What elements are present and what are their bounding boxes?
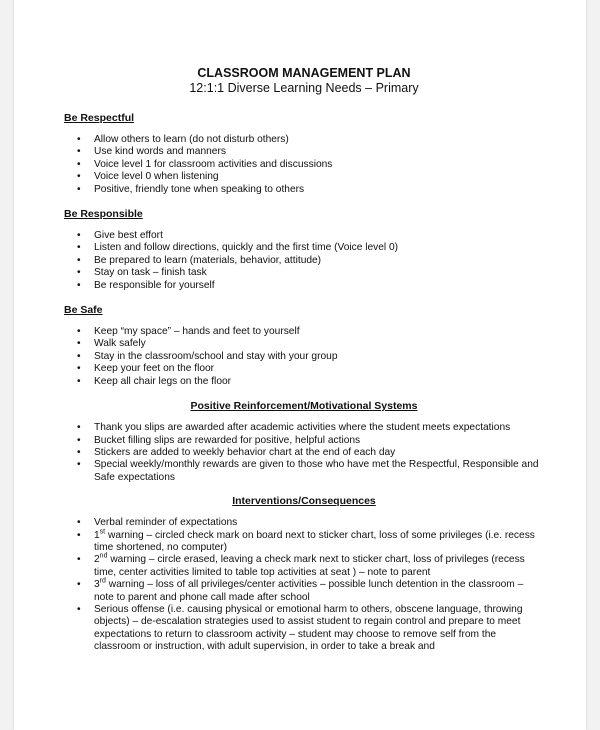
list-item: • Stay on task – finish task [77, 267, 207, 279]
section-heading-be-respectful: Be Respectful [64, 112, 135, 124]
bullet-icon: • [77, 267, 81, 279]
list-positive-reinforcement [64, 422, 544, 484]
bullet-icon: • [77, 579, 81, 591]
bullet-icon: • [77, 326, 81, 338]
bullet-icon: • [77, 434, 81, 446]
list-item: • Allow others to learn (do not disturb others) [77, 134, 289, 145]
list-item: • Be responsible for yourself [77, 279, 215, 291]
list-item: • Be prepared to learn (materials, behavior, attitude) [77, 254, 322, 266]
list-item: • Verbal reminder of expectations [77, 517, 238, 529]
list-be-responsible [64, 230, 544, 292]
bullet-icon: • [77, 171, 81, 183]
document-page [14, 0, 586, 730]
list-item: • Voice level 1 for classroom activities and discussions [77, 158, 333, 170]
bullet-icon: • [77, 350, 81, 362]
bullet-icon: • [77, 422, 81, 434]
list-item: • Stickers are added to weekly behavior chart at the end of each day [77, 446, 396, 458]
list-item: • Keep “my space” – hands and feet to yourself [77, 326, 300, 338]
ordinal: 1st [94, 528, 106, 541]
bullet-icon: • [77, 554, 81, 566]
bullet-icon: • [77, 134, 81, 145]
list-be-safe [64, 326, 544, 388]
bullet-icon: • [77, 146, 81, 158]
bullet-icon: • [77, 242, 81, 254]
bullet-icon: • [77, 375, 81, 387]
list-item: • Keep your feet on the floor [77, 363, 215, 375]
list-item: • Positive, friendly tone when speaking to others [77, 183, 305, 195]
bullet-icon: • [77, 183, 81, 195]
bullet-icon: • [77, 529, 81, 541]
bullet-icon: • [77, 279, 81, 291]
page-title: CLASSROOM MANAGEMENT PLAN [197, 66, 411, 80]
bullet-icon: • [77, 158, 81, 170]
bullet-icon: • [77, 459, 81, 471]
list-item: • Keep all chair legs on the floor [77, 375, 232, 387]
list-be-respectful [64, 134, 544, 196]
section-heading-interventions: Interventions/Consequences [232, 495, 376, 508]
bullet-icon: • [77, 338, 81, 350]
bullet-icon: • [77, 230, 81, 242]
list-item: • Voice level 0 when listening [77, 171, 219, 183]
section-heading-be-responsible: Be Responsible [64, 208, 143, 221]
ordinal: 3rd [94, 577, 106, 591]
list-item: • Bucket filling slips are rewarded for positive, helpful actions [77, 434, 361, 446]
list-item: • Special weekly/monthly rewards are given to those who have met the Respectful, Responsible and Safe expectations [77, 459, 539, 483]
bullet-icon: • [77, 446, 81, 458]
list-item: • Walk safely [77, 338, 146, 350]
document-body [64, 66, 544, 654]
bullet-icon: • [77, 254, 81, 266]
ordinal: 2nd [94, 552, 108, 566]
list-item: • Give best effort [77, 230, 163, 242]
list-item: • 2nd warning – circle erased, leaving a check mark next to sticker chart, loss of privileges (recess time, center activities limited to table top activities at seat ) – note to parent [77, 552, 525, 578]
list-item: • Stay in the classroom/school and stay with your group [77, 350, 338, 362]
bullet-icon: • [77, 363, 81, 375]
list-item: • Serious offense (i.e. causing physical or emotional harm to others, obscene language, throwing objects) – de-escalation strategies used to assist student to regain control and prepare to meet expectations to return to classroom activity – student may choose to remove self from the classroom or instruction, with adult supervision, in order to take a break and [77, 603, 523, 653]
section-heading-be-safe: Be Safe [64, 304, 103, 317]
bullet-icon: • [77, 517, 81, 529]
list-item: • Listen and follow directions, quickly and the first time (Voice level 0) [77, 242, 399, 254]
section-heading-positive-reinforcement: Positive Reinforcement/Motivational Systems [190, 400, 418, 413]
bullet-icon: • [77, 603, 81, 615]
list-item: • Thank you slips are awarded after academic activities where the student meets expectations [77, 422, 511, 434]
list-interventions [64, 517, 544, 653]
list-item: • 3rd warning – loss of all privileges/center activities – possible lunch detention in the classroom – note to parent and phone call made after school [77, 577, 524, 603]
list-item: • 1st warning – circled check mark on board next to sticker chart, loss of some privileges (i.e. recess time shortened, no computer) [77, 528, 535, 553]
list-item: • Use kind words and manners [77, 146, 226, 158]
page-subtitle: 12:1:1 Diverse Learning Needs – Primary [189, 81, 419, 95]
